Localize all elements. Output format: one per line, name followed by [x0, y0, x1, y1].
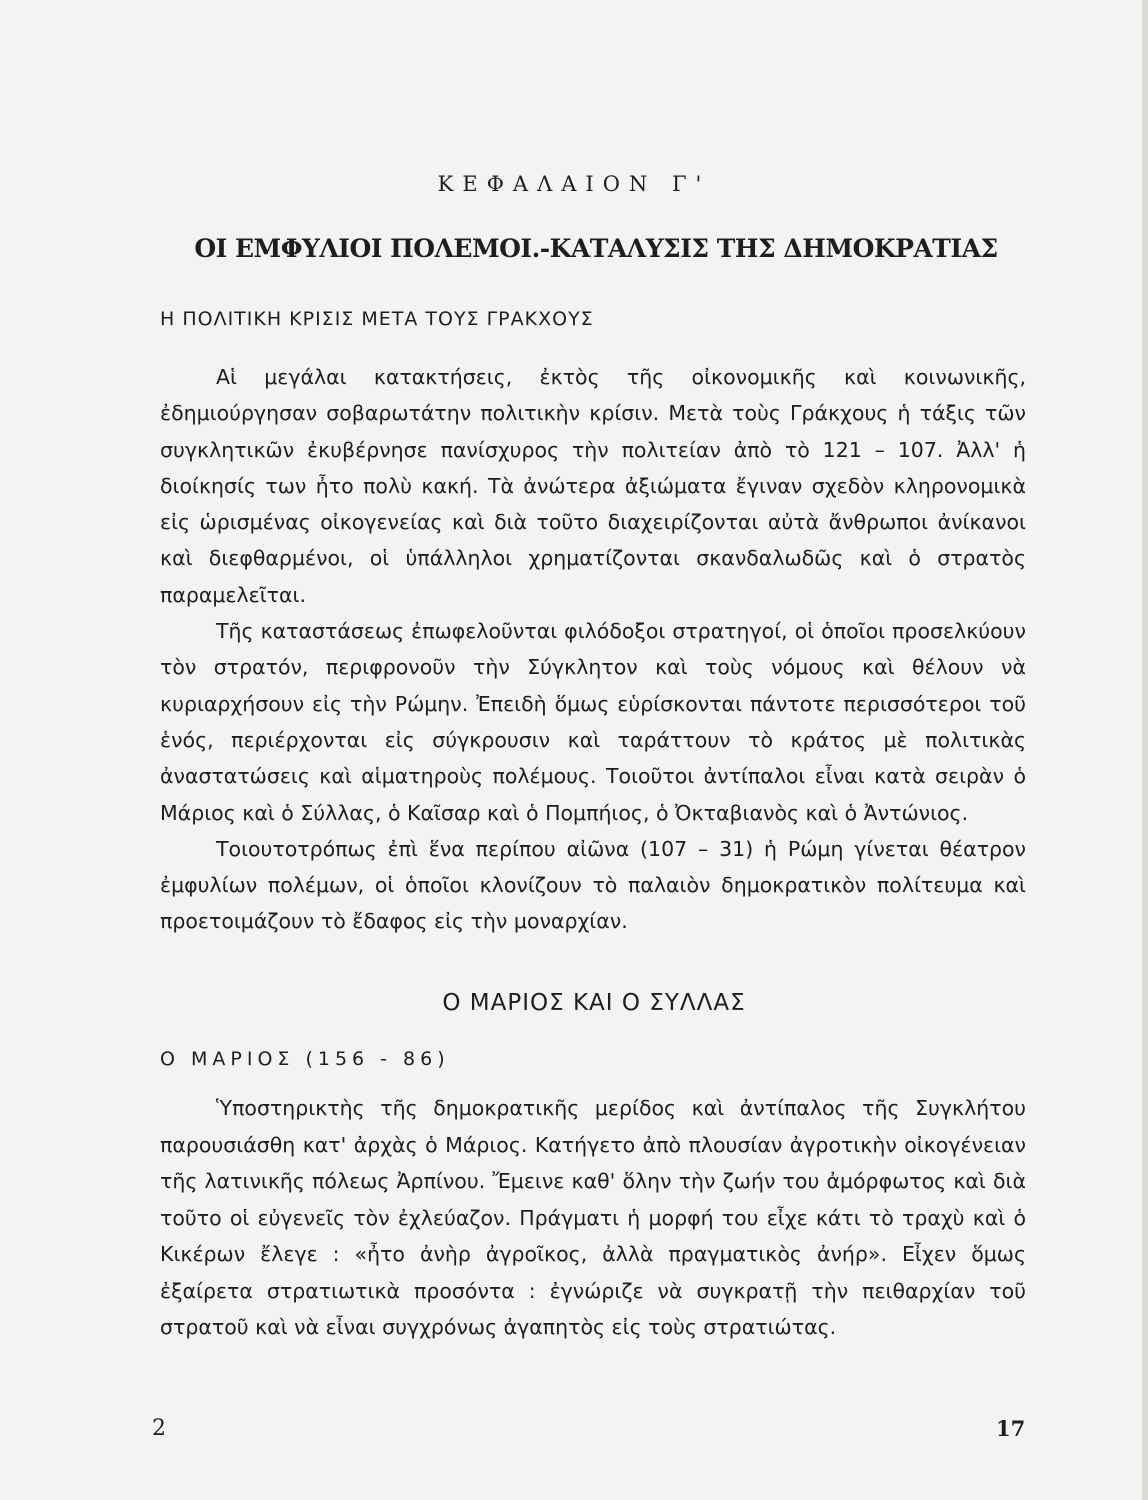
- signature-mark: 2: [152, 1416, 166, 1441]
- section-heading-political-crisis: Η ΠΟΛΙΤΙΚΗ ΚΡΙΣΙΣ ΜΕΤΑ ΤΟΥΣ ΓΡΑΚΧΟΥΣ: [160, 308, 594, 330]
- chapter-title: ΟΙ ΕΜΦΥΛΙΟΙ ΠΟΛΕΜΟΙ.-ΚΑΤΑΛΥΣΙΣ ΤΗΣ ΔΗΜΟΚΡΑΤΙΑΣ: [194, 234, 998, 263]
- chapter-label: ΚΕΦΑΛΑΙΟΝ Γ': [437, 172, 711, 196]
- section2-body: [160, 1090, 1026, 1346]
- paragraph: Ὑποστηρικτὴς τῆς δημοκρατικῆς μερίδος καὶ ἀντίπαλος τῆς Συγκλήτου παρουσιάσθη κατ' ἀρχὰς ὁ Μάριος. Κατήγετο ἀπὸ πλουσίαν ἀγροτικὴν οἰκογένειαν τῆς λατινικῆς πόλεως Ἀρπίνου. Ἔμεινε καθ' ὅλην τὴν ζωήν του ἀμόρφωτος καὶ διὰ τοῦτο οἱ εὐγενεῖς τὸν ἐχλεύαζον. Πράγματι ἡ μορφή του εἶχε κάτι τὸ τραχὺ καὶ ὁ Κικέρων ἔλεγε : «ἦτο ἀνὴρ ἀγροῖκος, ἀλλὰ πραγματικὸς ἀνήρ». Εἶχεν ὅμως ἐξαίρετα στρατιωτικὰ προσόντα : ἐγνώριζε νὰ συγκρατῇ τὴν πειθαρχίαν τοῦ στρατοῦ καὶ νὰ εἶναι συγχρόνως ἀγαπητὸς εἰς τοὺς στρατιώτας.: [160, 1096, 1026, 1339]
- paragraph: Τῆς καταστάσεως ἐπωφελοῦνται φιλόδοξοι στρατηγοί, οἱ ὁποῖοι προσελκύουν τὸν στρατόν, περιφρονοῦν τὴν Σύγκλητον καὶ τοὺς νόμους καὶ θέλουν νὰ κυριαρχήσουν εἰς τὴν Ρώμην. Ἐπειδὴ ὅμως εὑρίσκονται πάντοτε περισσότεροι τοῦ ἑνός, περιέρχονται εἰς σύγκρουσιν καὶ ταράττουν τὸ κράτος μὲ πολιτικὰς ἀναστατώσεις καὶ αἱματηροὺς πολέμους. Τοιοῦτοι ἀντίπαλοι εἶναι κατὰ σειρὰν ὁ Μάριος καὶ ὁ Σύλλας, ὁ Καῖσαρ καὶ ὁ Πομπήιος, ὁ Ὀκταβιανὸς καὶ ὁ Ἀντώνιος.: [160, 619, 1026, 825]
- paragraph: Αἱ μεγάλαι κατακτήσεις, ἐκτὸς τῆς οἰκονομικῆς καὶ κοινωνικῆς, ἐδημιούργησαν σοβαρωτάτην πολιτικὴν κρίσιν. Μετὰ τοὺς Γράκχους ἡ τάξις τῶν συγκλητικῶν ἐκυβέρνησε πανίσχυρος τὴν πολιτείαν ἀπὸ τὸ 121 – 107. Ἀλλ' ἡ διοίκησίς των ἦτο πολὺ κακή. Τὰ ἀνώτερα ἀξιώματα ἔγιναν σχεδὸν κληρονομικὰ εἰς ὡρισμένας οἰκογενείας καὶ διὰ τοῦτο διαχειρίζονται αὐτὰ ἄνθρωποι ἀνίκανοι καὶ διεφθαρμένοι, οἱ ὑπάλληλοι χρηματίζονται σκανδαλωδῶς καὶ ὁ στρατὸς παραμελεῖται.: [160, 365, 1026, 607]
- subsection-heading-marius: Ο ΜΑΡΙΟΣ (156 - 86): [160, 1048, 450, 1070]
- section1-body: [160, 359, 1026, 940]
- section-title-marius-sulla: Ο ΜΑΡΙΟΣ ΚΑΙ Ο ΣΥΛΛΑΣ: [442, 990, 746, 1016]
- paragraph: Τοιουτοτρόπως ἐπὶ ἕνα περίπου αἰῶνα (107 – 31) ἡ Ρώμη γίνεται θέατρον ἐμφυλίων πολέμων, οἱ ὁποῖοι κλονίζουν τὸ παλαιὸν δημοκρατικὸν πολίτευμα καὶ προετοιμάζουν τὸ ἔδαφος εἰς τὴν μοναρχίαν.: [160, 836, 1026, 934]
- page-number: 17: [996, 1416, 1026, 1441]
- page-edge: [1142, 0, 1148, 1500]
